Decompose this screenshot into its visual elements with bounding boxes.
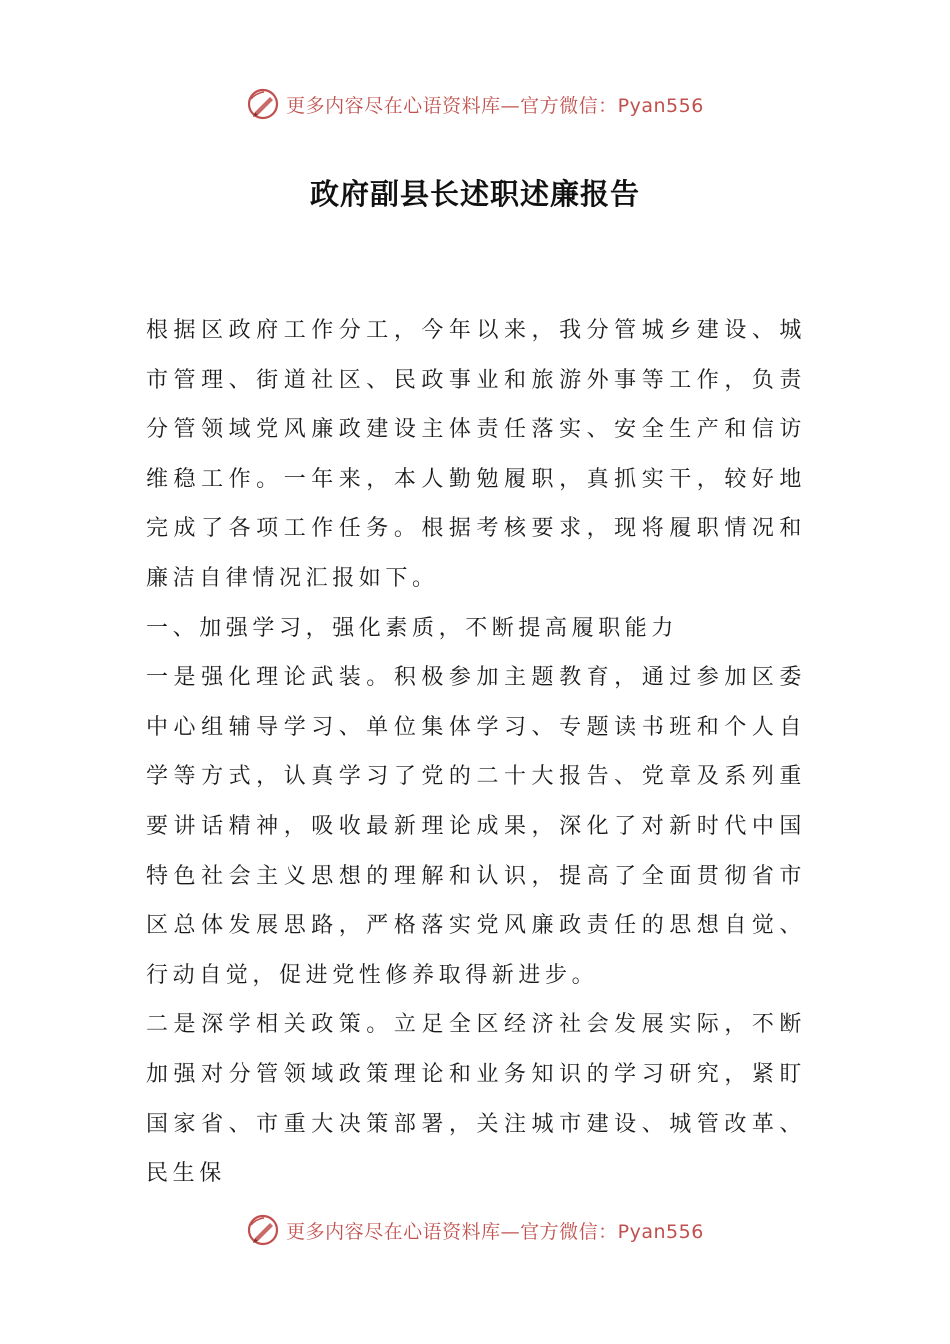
header-watermark <box>0 82 950 126</box>
pen-logo-icon <box>246 87 280 121</box>
watermark-text: 更多内容尽在心语资料库—官方微信：Pyan556 <box>286 1220 704 1243</box>
document-title: 政府副县长述职述廉报告 <box>309 177 640 211</box>
paragraph-theory: 一是强化理论武装。积极参加主题教育，通过参加区委中心组辅导学习、单位集体学习、专题读书班和个人自学等方式，认真学习了党的二十大报告、党章及系列重要讲话精神，吸收最新理论成果，深化了对新时代中国特色社会主义思想的理解和认识，提高了全面贯彻省市区总体发展思路，严格落实党风廉政责任的思想自觉、行动自觉，促进党性修养取得新进步。 <box>146 665 806 988</box>
paragraph-policy: 二是深学相关政策。立足全区经济社会发展实际，不断加强对分管领域政策理论和业务知识的学习研究，紧盯国家省、市重大决策部署，关注城市建设、城管改革、民生保 <box>146 1012 806 1187</box>
paragraph-intro: 根据区政府工作分工，今年以来，我分管城乡建设、城市管理、街道社区、民政事业和旅游外事等工作，负责分管领域党风廉政建设主体责任落实、安全生产和信访维稳工作。一年来，本人勤勉履职，真抓实干，较好地完成了各项工作任务。根据考核要求，现将履职情况和廉洁自律情况汇报如下。 <box>146 318 806 591</box>
footer-watermark <box>0 1208 950 1252</box>
pen-logo-icon <box>246 1213 280 1247</box>
watermark-text: 更多内容尽在心语资料库—官方微信：Pyan556 <box>286 94 704 117</box>
section-heading-1: 一、加强学习，强化素质，不断提高履职能力 <box>146 615 679 641</box>
document-body <box>146 306 806 1199</box>
